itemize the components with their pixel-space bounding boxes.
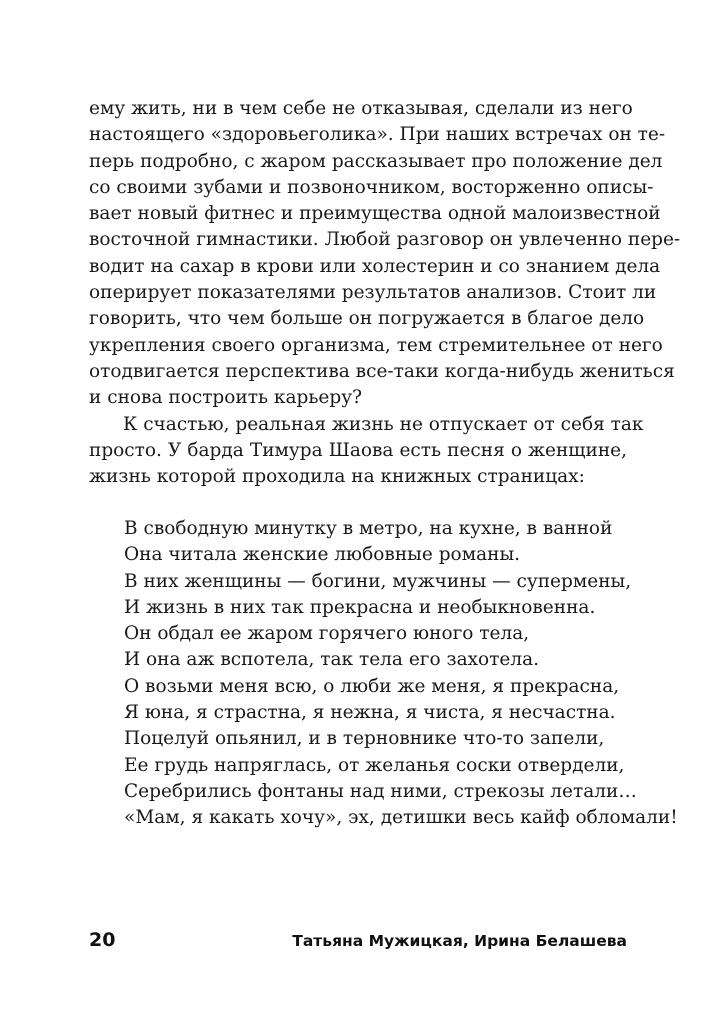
poem-line: О возьми меня всю, о люби же меня, я прекрасна, — [124, 675, 620, 697]
text-line: отодвигается перспектива все-таки когда-нибудь жениться — [89, 360, 675, 382]
poem-line: Серебрились фонтаны над ними, стрекозы летали… — [124, 780, 637, 802]
text-line: вает новый фитнес и преимущества одной малоизвестной — [89, 203, 661, 225]
poem-line: И она аж вспотела, так тела его захотела. — [124, 649, 540, 671]
main-text — [89, 96, 681, 490]
page-number: 20 — [89, 929, 116, 951]
poem-line: Она читала женские любовные романы. — [124, 544, 521, 566]
running-footer-authors: Татьяна Мужицкая, Ирина Белашева — [292, 932, 627, 950]
text-line: ему жить, ни в чем себе не отказывая, сделали из него — [89, 98, 633, 119]
text-line: со своими зубами и позвоночником, восторженно описы- — [89, 176, 654, 198]
poem-line: Я юна, я страстна, я нежна, я чиста, я несчастна. — [124, 702, 616, 724]
text-line: просто. У барда Тимура Шаова есть песня о женщине, — [89, 439, 627, 461]
poem-quote — [124, 516, 678, 832]
text-line: жизнь которой проходила на книжных страницах: — [89, 466, 585, 488]
text-line: говорить, что чем больше он погружается в благое дело — [89, 308, 645, 330]
poem-line: Ее грудь напряглась, от желанья соски отвердели, — [124, 754, 625, 776]
text-line: водит на сахар в крови или холестерин и со знанием дела — [89, 255, 661, 277]
poem-line: И жизнь в них так прекрасна и необыкновенна. — [124, 596, 596, 618]
text-line: оперирует показателями результатов анализов. Стоит ли — [89, 282, 657, 304]
poem-line: Он обдал ее жаром горячего юного тела, — [124, 623, 530, 645]
text-line: К счастью, реальная жизнь не отпускает от себя так — [123, 413, 644, 435]
paragraph-2 — [89, 412, 644, 491]
paragraph-1 — [89, 96, 681, 412]
poem-line: В них женщины — богини, мужчины — супермены, — [124, 570, 632, 592]
text-line: восточной гимнастики. Любой разговор он увлеченно пере- — [89, 229, 681, 251]
text-line: укрепления своего организма, тем стремительнее от него — [89, 334, 663, 356]
text-line: настоящего «здоровьеголика». При наших встречах он те- — [89, 124, 666, 146]
poem-line: Поцелуй опьянил, и в терновнике что-то запели, — [124, 728, 605, 750]
poem-line: В свободную минутку в метро, на кухне, в ванной — [124, 518, 613, 539]
text-line: и снова построить карьеру? — [89, 387, 363, 409]
text-line: перь подробно, с жаром рассказывает про положение дел — [89, 150, 663, 172]
poem-line: «Мам, я какать хочу», эх, детишки весь кайф обломали! — [124, 807, 678, 829]
